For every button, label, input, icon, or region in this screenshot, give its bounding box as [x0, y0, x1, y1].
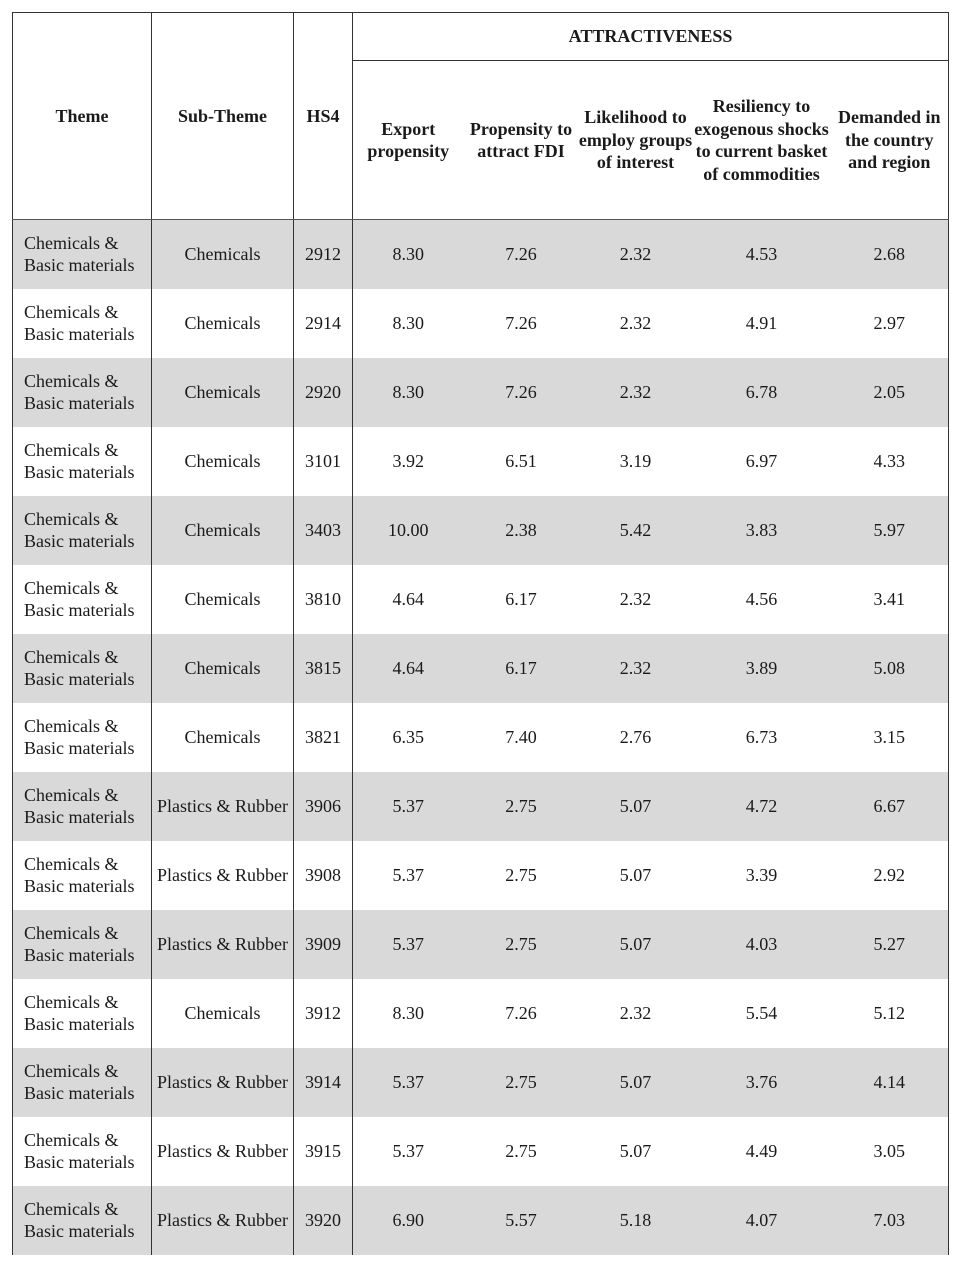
table-row — [13, 634, 949, 703]
cell-hs4: 3912 — [294, 979, 353, 1048]
cell-export-propensity: 10.00 — [353, 496, 464, 565]
table-row — [13, 427, 949, 496]
table-row — [13, 358, 949, 427]
cell-resiliency: 6.97 — [745, 451, 778, 471]
cell-demanded: 6.67 — [831, 772, 949, 841]
cell-demanded: 5.08 — [831, 634, 949, 703]
cell-demanded: 2.05 — [831, 358, 949, 427]
table-body — [13, 220, 949, 1255]
cell-demanded: 4.14 — [831, 1048, 949, 1117]
cell-export-propensity: 5.37 — [353, 910, 464, 979]
cell-export-propensity: 8.30 — [353, 220, 464, 289]
cell-sub-theme: Plastics & Rubber — [152, 772, 294, 841]
cell-likelihood-employ: 5.07 — [619, 1141, 652, 1161]
cell-demanded: 2.97 — [831, 289, 949, 358]
cell-export-propensity: 8.30 — [392, 1003, 424, 1023]
cell-propensity-fdi: 6.17 — [464, 634, 579, 703]
header-hs4: HS4 — [294, 13, 353, 220]
cell-export-propensity: 8.30 — [353, 358, 464, 427]
header-propensity-fdi: Propensity to attract FDI — [464, 61, 579, 220]
header-likelihood-employ: Likelihood to employ groups of interest — [579, 61, 693, 220]
cell-sub-theme: Chemicals — [152, 358, 294, 427]
header-export-propensity: Export propensity — [353, 61, 464, 220]
cell-theme: Chemicals & Basic materials — [13, 1117, 152, 1186]
cell-propensity-fdi: 2.38 — [464, 496, 579, 565]
cell-demanded: 5.97 — [831, 496, 949, 565]
table-header — [13, 13, 949, 220]
cell-likelihood-employ: 2.32 — [579, 220, 693, 289]
cell-likelihood-employ: 2.32 — [619, 1003, 652, 1023]
cell-hs4: 3810 — [294, 565, 353, 634]
cell-theme: Chemicals & Basic materials — [13, 289, 152, 358]
cell-resiliency: 3.83 — [693, 496, 831, 565]
cell-export-propensity: 5.37 — [353, 772, 464, 841]
cell-theme: Chemicals & Basic materials — [13, 496, 152, 565]
cell-hs4: 3920 — [294, 1186, 353, 1255]
header-sub-theme: Sub-Theme — [152, 13, 294, 220]
cell-hs4: 3915 — [294, 1117, 353, 1186]
cell-likelihood-employ: 5.07 — [579, 772, 693, 841]
cell-propensity-fdi: 2.75 — [464, 910, 579, 979]
table-row — [13, 565, 949, 634]
cell-sub-theme: Chemicals — [152, 703, 294, 772]
cell-theme: Chemicals & Basic materials — [13, 910, 152, 979]
cell-hs4: 2920 — [294, 358, 353, 427]
table-row — [13, 910, 949, 979]
cell-theme: Chemicals & Basic materials — [13, 979, 152, 1048]
cell-resiliency: 4.72 — [693, 772, 831, 841]
table-row — [13, 496, 949, 565]
cell-sub-theme: Plastics & Rubber — [152, 841, 294, 910]
cell-hs4: 3101 — [294, 427, 353, 496]
table-row — [13, 289, 949, 358]
cell-sub-theme: Chemicals — [152, 565, 294, 634]
attractiveness-table — [12, 12, 949, 1255]
cell-demanded: 3.15 — [831, 703, 949, 772]
cell-sub-theme: Chemicals — [152, 496, 294, 565]
cell-likelihood-employ: 2.76 — [619, 727, 652, 747]
cell-theme: Chemicals & Basic materials — [13, 634, 152, 703]
cell-demanded: 3.05 — [831, 1117, 949, 1186]
cell-hs4: 3906 — [294, 772, 353, 841]
cell-hs4: 3909 — [294, 910, 353, 979]
cell-hs4: 3821 — [294, 703, 353, 772]
cell-resiliency: 5.54 — [745, 1003, 778, 1023]
cell-sub-theme: Chemicals — [152, 220, 294, 289]
table-row — [13, 1048, 949, 1117]
cell-propensity-fdi: 7.26 — [505, 1003, 537, 1023]
cell-export-propensity: 3.92 — [392, 451, 424, 471]
cell-hs4: 2914 — [294, 289, 353, 358]
cell-theme: Chemicals & Basic materials — [13, 1048, 152, 1117]
cell-likelihood-employ: 5.18 — [579, 1186, 693, 1255]
cell-theme: Chemicals & Basic materials — [13, 220, 152, 289]
cell-theme: Chemicals & Basic materials — [13, 358, 152, 427]
cell-hs4: 2912 — [294, 220, 353, 289]
cell-likelihood-employ: 2.32 — [619, 589, 652, 609]
cell-propensity-fdi: 7.40 — [505, 727, 537, 747]
cell-resiliency: 4.56 — [745, 589, 778, 609]
cell-demanded: 2.68 — [831, 220, 949, 289]
cell-theme: Chemicals & Basic materials — [13, 565, 152, 634]
cell-export-propensity: 4.64 — [392, 589, 424, 609]
cell-hs4: 3403 — [294, 496, 353, 565]
cell-theme: Chemicals & Basic materials — [13, 772, 152, 841]
cell-resiliency: 4.53 — [693, 220, 831, 289]
cell-propensity-fdi: 7.26 — [505, 313, 537, 333]
cell-sub-theme: Plastics & Rubber — [152, 1117, 294, 1186]
table-row — [13, 1117, 949, 1186]
cell-theme: Chemicals & Basic materials — [13, 427, 152, 496]
cell-resiliency: 4.91 — [745, 313, 778, 333]
cell-propensity-fdi: 2.75 — [505, 865, 537, 885]
cell-export-propensity: 8.30 — [392, 313, 424, 333]
cell-export-propensity: 6.35 — [392, 727, 424, 747]
table-row — [13, 1186, 949, 1255]
cell-demanded: 5.27 — [831, 910, 949, 979]
cell-hs4: 3908 — [294, 841, 353, 910]
header-resiliency: Resiliency to exogenous shocks to current basket of commodities — [693, 61, 831, 220]
cell-sub-theme: Plastics & Rubber — [152, 1186, 294, 1255]
cell-theme: Chemicals & Basic materials — [13, 841, 152, 910]
cell-sub-theme: Chemicals — [152, 634, 294, 703]
cell-propensity-fdi: 2.75 — [505, 1141, 537, 1161]
header-attractiveness: ATTRACTIVENESS — [353, 13, 949, 61]
table-row — [13, 772, 949, 841]
cell-sub-theme: Plastics & Rubber — [152, 910, 294, 979]
cell-likelihood-employ: 5.42 — [579, 496, 693, 565]
cell-likelihood-employ: 3.19 — [619, 451, 652, 471]
cell-likelihood-employ: 2.32 — [579, 634, 693, 703]
cell-likelihood-employ: 2.32 — [619, 313, 652, 333]
cell-sub-theme: Chemicals — [152, 427, 294, 496]
cell-demanded: 3.41 — [831, 565, 949, 634]
cell-export-propensity: 5.37 — [392, 865, 424, 885]
cell-resiliency: 6.78 — [693, 358, 831, 427]
cell-sub-theme: Chemicals — [152, 289, 294, 358]
cell-propensity-fdi: 5.57 — [464, 1186, 579, 1255]
cell-likelihood-employ: 5.07 — [619, 865, 652, 885]
cell-propensity-fdi: 6.17 — [505, 589, 537, 609]
cell-resiliency: 3.39 — [745, 865, 778, 885]
cell-export-propensity: 4.64 — [353, 634, 464, 703]
cell-hs4: 3815 — [294, 634, 353, 703]
cell-resiliency: 3.76 — [693, 1048, 831, 1117]
cell-export-propensity: 6.90 — [353, 1186, 464, 1255]
cell-demanded: 4.33 — [831, 427, 949, 496]
cell-likelihood-employ: 2.32 — [579, 358, 693, 427]
cell-propensity-fdi: 2.75 — [464, 1048, 579, 1117]
table-row — [13, 703, 949, 772]
cell-demanded: 5.12 — [831, 979, 949, 1048]
cell-propensity-fdi: 7.26 — [464, 358, 579, 427]
cell-demanded: 7.03 — [831, 1186, 949, 1255]
cell-export-propensity: 5.37 — [392, 1141, 424, 1161]
cell-hs4: 3914 — [294, 1048, 353, 1117]
cell-sub-theme: Plastics & Rubber — [152, 1048, 294, 1117]
cell-theme: Chemicals & Basic materials — [13, 703, 152, 772]
cell-likelihood-employ: 5.07 — [579, 1048, 693, 1117]
cell-propensity-fdi: 7.26 — [464, 220, 579, 289]
cell-sub-theme: Chemicals — [152, 979, 294, 1048]
cell-likelihood-employ: 5.07 — [579, 910, 693, 979]
cell-export-propensity: 5.37 — [353, 1048, 464, 1117]
header-theme: Theme — [13, 13, 152, 220]
cell-demanded: 2.92 — [831, 841, 949, 910]
header-demanded: Demanded in the country and region — [831, 61, 949, 220]
cell-propensity-fdi: 2.75 — [464, 772, 579, 841]
cell-resiliency: 4.03 — [693, 910, 831, 979]
cell-theme: Chemicals & Basic materials — [13, 1186, 152, 1255]
cell-resiliency: 4.49 — [745, 1141, 778, 1161]
table-row — [13, 979, 949, 1048]
table-row — [13, 220, 949, 289]
table-row — [13, 841, 949, 910]
cell-resiliency: 6.73 — [745, 727, 778, 747]
cell-resiliency: 3.89 — [693, 634, 831, 703]
cell-resiliency: 4.07 — [693, 1186, 831, 1255]
cell-propensity-fdi: 6.51 — [505, 451, 537, 471]
